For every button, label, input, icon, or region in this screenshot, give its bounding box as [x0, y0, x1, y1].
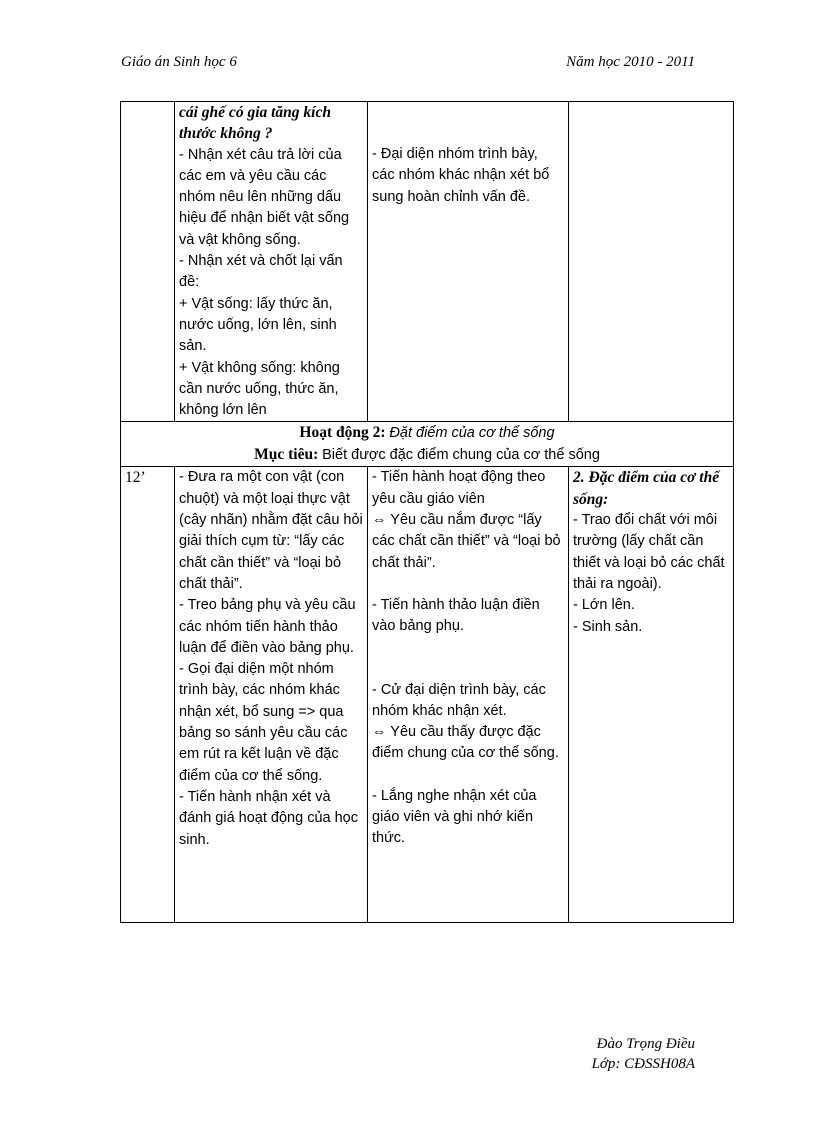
student-step: - Cử đại diện trình bày, các nhóm khác nhận xét.: [372, 681, 546, 719]
teacher-activity-cell: [175, 102, 368, 422]
student-step: ⇔ Yêu cầu thấy được đặc điểm chung của cơ thể sống.: [372, 724, 559, 762]
teacher-step: - Nhận xét và chốt lại vấn đề:: [179, 253, 343, 291]
student-step: - Đại diện nhóm trình bày, các nhóm khác nhận xét bổ sung hoàn chỉnh vấn đề.: [372, 146, 550, 205]
student-activity-cell: [368, 102, 569, 422]
activity-header-cell: [121, 422, 734, 467]
student-step: - Tiến hành thảo luận điền vào bảng phụ.: [372, 596, 540, 635]
time-cell: [121, 102, 175, 422]
student-step: - Tiến hành hoạt động theo yêu cầu giáo viên: [372, 469, 546, 507]
activity-goal: [125, 444, 729, 466]
author-class: Lớp: CĐSSH08A: [591, 1056, 695, 1072]
content-item: - Lớn lên.: [573, 597, 635, 614]
lesson-table: [120, 101, 734, 923]
activity-title-label: Hoạt động 2:: [299, 424, 386, 442]
teacher-step: - Tiến hành nhận xét và đánh giá hoạt động của học sinh.: [179, 788, 358, 848]
header-subject: Giáo án Sinh học 6: [121, 54, 237, 70]
table-row: [121, 467, 734, 923]
teacher-step: - Nhận xét câu trả lời của các em và yêu cầu các nhóm nêu lên những dấu hiệu để nhận biết vật sống và vật không sống.: [179, 146, 350, 248]
content-cell: [569, 102, 734, 422]
teacher-step: - Gọi đại diện một nhóm trình bày, các nhóm khác nhận xét, bổ sung => qua bảng so sánh yêu cầu các em rút ra kết luận về đặc điểm của cơ thể sống.: [179, 661, 348, 784]
activity-goal-label: Mục tiêu:: [254, 446, 319, 464]
content-title: 2. Đặc điểm của cơ thể sống:: [573, 469, 720, 508]
activity-goal-text: Biết được đặc điểm chung của cơ thể sống: [322, 447, 600, 464]
teacher-step: - Treo bảng phụ và yêu cầu các nhóm tiến hành thảo luận để điền vào bảng phụ.: [179, 597, 356, 656]
author-name: Đào Trọng Điều: [596, 1036, 695, 1052]
teacher-question: cái ghế có gia tăng kích thước không ?: [179, 104, 331, 143]
student-activity-cell: [368, 467, 569, 923]
content-item: - Trao đổi chất với môi trường (lấy chất cần thiết và loại bỏ các chất thải ra ngoài).: [573, 512, 725, 592]
time-value: 12’: [125, 469, 146, 487]
content-cell: [569, 467, 734, 923]
student-step: ⇔ Yêu cầu nắm được “lấy các chất cần thiết” và “loại bỏ chất thải”.: [372, 512, 561, 571]
activity-title-text: Đặt điểm của cơ thể sống: [389, 425, 555, 442]
student-step: - Lắng nghe nhận xét của giáo viên và ghi nhớ kiến thức.: [372, 787, 537, 847]
teacher-step: + Vật sống: lấy thức ăn, nước uống, lớn lên, sinh sản.: [179, 295, 337, 355]
header-school-year: Năm học 2010 - 2011: [566, 54, 695, 70]
content-item: - Sinh sản.: [573, 618, 643, 635]
activity-header-row: [121, 422, 734, 467]
teacher-step: + Vật không sống: không cần nước uống, thức ăn, không lớn lên: [179, 359, 340, 419]
teacher-step: - Đưa ra một con vật (con chuột) và một loại thực vật (cây nhãn) nhằm đặt câu hỏi giải thích cụm từ: “lấy các chất cần thiết” và “loại bỏ chất thải”.: [179, 469, 363, 592]
table-row: [121, 102, 734, 422]
activity-title: [125, 422, 729, 444]
time-cell: [121, 467, 175, 923]
teacher-activity-cell: [175, 467, 368, 923]
